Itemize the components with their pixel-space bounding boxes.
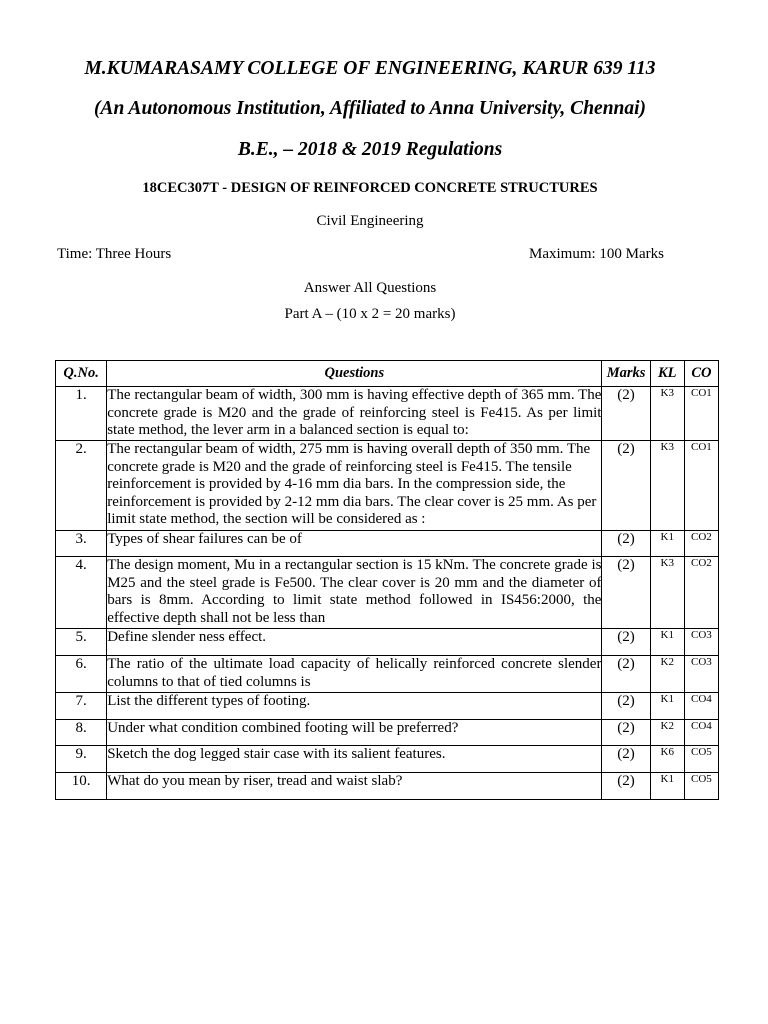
table-row <box>56 387 719 441</box>
course-outcome: CO1 <box>684 387 718 441</box>
question-number: 10. <box>56 773 107 800</box>
knowledge-level: K1 <box>650 629 684 656</box>
question-number: 3. <box>56 531 107 557</box>
question-text: The ratio of the ultimate load capacity of helically reinforced concrete slender columns to that of tied columns is <box>107 656 602 693</box>
question-text: Define slender ness effect. <box>107 629 602 656</box>
course-title: 18CEC307T - DESIGN OF REINFORCED CONCRETE STRUCTURES <box>142 180 598 196</box>
table-row <box>56 746 719 773</box>
question-table <box>55 360 719 800</box>
table-header-row <box>56 361 719 387</box>
question-marks: (2) <box>602 387 650 441</box>
question-number: 2. <box>56 441 107 531</box>
knowledge-level: K2 <box>650 720 684 746</box>
knowledge-level: K6 <box>650 746 684 773</box>
question-number: 6. <box>56 656 107 693</box>
question-number: 8. <box>56 720 107 746</box>
course-outcome: CO5 <box>684 773 718 800</box>
question-text: What do you mean by riser, tread and waist slab? <box>107 773 602 800</box>
question-marks: (2) <box>602 720 650 746</box>
question-marks: (2) <box>602 746 650 773</box>
course-outcome: CO2 <box>684 531 718 557</box>
course-outcome: CO4 <box>684 720 718 746</box>
course-outcome: CO3 <box>684 656 718 693</box>
header-kl: KL <box>650 361 684 387</box>
question-number: 1. <box>56 387 107 441</box>
course-outcome: CO5 <box>684 746 718 773</box>
table-row <box>56 531 719 557</box>
part-heading: Part A – (10 x 2 = 20 marks) <box>284 306 456 322</box>
question-number: 9. <box>56 746 107 773</box>
department: Civil Engineering <box>316 213 424 229</box>
question-marks: (2) <box>602 441 650 531</box>
course-outcome: CO3 <box>684 629 718 656</box>
question-marks: (2) <box>602 531 650 557</box>
question-marks: (2) <box>602 557 650 629</box>
header-qno: Q.No. <box>56 361 107 387</box>
table-row <box>56 773 719 800</box>
question-marks: (2) <box>602 693 650 720</box>
knowledge-level: K3 <box>650 387 684 441</box>
question-number: 4. <box>56 557 107 629</box>
question-number: 5. <box>56 629 107 656</box>
instruction: Answer All Questions <box>303 280 437 296</box>
affiliation-line: (An Autonomous Institution, Affiliated to Anna University, Chennai) <box>93 98 647 119</box>
knowledge-level: K1 <box>650 693 684 720</box>
knowledge-level: K3 <box>650 557 684 629</box>
maximum-marks: Maximum: 100 Marks <box>529 246 664 262</box>
table-row <box>56 720 719 746</box>
course-outcome: CO2 <box>684 557 718 629</box>
question-marks: (2) <box>602 773 650 800</box>
course-outcome: CO4 <box>684 693 718 720</box>
question-text: Under what condition combined footing will be preferred? <box>107 720 602 746</box>
table-row <box>56 557 719 629</box>
regulations-line: B.E., – 2018 & 2019 Regulations <box>237 139 503 160</box>
question-text: The rectangular beam of width, 275 mm is having overall depth of 350 mm. The concrete grade is M20 and the grade of reinforcing steel is Fe415. The tensile reinforcement is provided by 4-16 mm dia bars. In the compression side, the reinforcement is provided by 2-12 mm dia bars. The clear cover is 25 mm. As per limit state method, the section will be considered as : <box>107 441 602 531</box>
table-row <box>56 441 719 531</box>
knowledge-level: K3 <box>650 441 684 531</box>
course-outcome: CO1 <box>684 441 718 531</box>
question-text: The design moment, Mu in a rectangular section is 15 kNm. The concrete grade is M25 and the steel grade is Fe500. The clear cover is 20 mm and the diameter of bars is 8mm. According to limit state method followed in IS456:2000, the effective depth shall not be less than <box>107 557 602 629</box>
header-co: CO <box>684 361 718 387</box>
question-marks: (2) <box>602 629 650 656</box>
exam-duration: Time: Three Hours <box>57 246 172 262</box>
table-row <box>56 629 719 656</box>
table-row <box>56 693 719 720</box>
question-text: List the different types of footing. <box>107 693 602 720</box>
knowledge-level: K1 <box>650 773 684 800</box>
knowledge-level: K1 <box>650 531 684 557</box>
knowledge-level: K2 <box>650 656 684 693</box>
question-text: The rectangular beam of width, 300 mm is having effective depth of 365 mm. The concrete grade is M20 and the grade of reinforcing steel is Fe415. As per limit state method, the lever arm in a balanced section is equal to: <box>107 387 602 441</box>
table-row <box>56 656 719 693</box>
question-text: Types of shear failures can be of <box>107 531 602 557</box>
question-number: 7. <box>56 693 107 720</box>
header-marks: Marks <box>602 361 650 387</box>
header-questions: Questions <box>107 361 602 387</box>
college-name: M.KUMARASAMY COLLEGE OF ENGINEERING, KARUR 639 113 <box>84 58 656 79</box>
question-text: Sketch the dog legged stair case with its salient features. <box>107 746 602 773</box>
question-marks: (2) <box>602 656 650 693</box>
